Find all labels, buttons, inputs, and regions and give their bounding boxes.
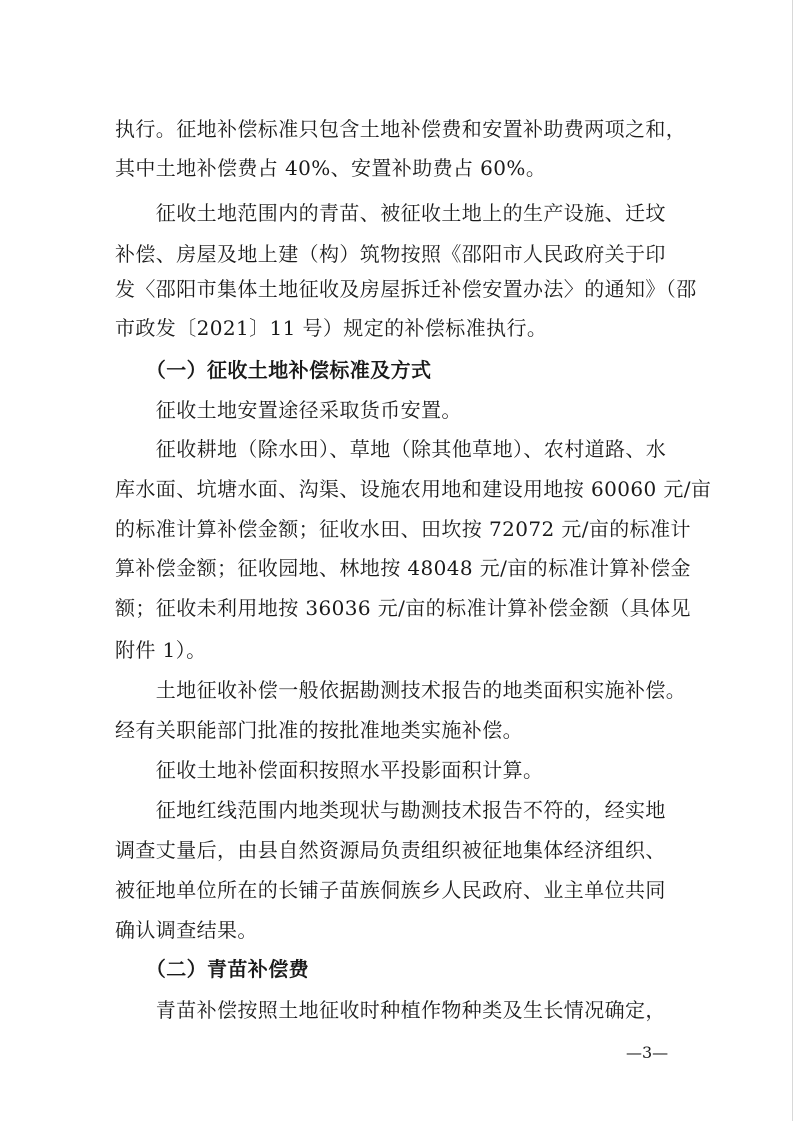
text-line: 征收土地范围内的青苗、被征收土地上的生产设施、迁坟 <box>115 201 666 225</box>
text-line: 经有关职能部门批准的按批准地类实施补偿。 <box>115 718 523 742</box>
text-line: 的标准计算补偿金额；征收水田、田坎按 72072 元/亩的标准计 <box>115 517 691 541</box>
text-line: 执行。征地补偿标准只包含土地补偿费和安置补助费两项之和， <box>115 117 687 141</box>
text-line: 征收土地安置途径采取货币安置。 <box>115 398 462 422</box>
text-line: 额；征收未利用地按 36036 元/亩的标准计算补偿金额（具体见 <box>115 596 691 620</box>
text-line: 调查丈量后，由县自然资源局负责组织被征地集体经济组织、 <box>115 838 666 862</box>
text-line: 青苗补偿按照土地征收时种植作物种类及生长情况确定， <box>115 998 666 1022</box>
text-line: 市政发〔2021〕11 号）规定的补偿标准执行。 <box>115 316 548 340</box>
text-line: 发〈邵阳市集体土地征收及房屋拆迁补偿安置办法〉的通知》（邵 <box>115 277 697 301</box>
text-line: 被征地单位所在的长铺子苗族侗族乡人民政府、业主单位共同 <box>115 878 666 902</box>
text-line: 征收土地补偿面积按照水平投影面积计算。 <box>115 758 544 782</box>
text-line: 附件 1）。 <box>115 638 207 662</box>
text-line: 其中土地补偿费占 40%、安置补助费占 60%。 <box>115 156 547 180</box>
text-line: 库水面、坑塘水面、沟渠、设施农用地和建设用地按 60060 元/亩 <box>115 477 712 501</box>
section-heading: （一）征收土地补偿标准及方式 <box>115 358 432 382</box>
text-line: 征地红线范围内地类现状与勘测技术报告不符的，经实地 <box>115 798 666 822</box>
text-line: 土地征收补偿一般依据勘测技术报告的地类面积实施补偿。 <box>115 678 687 702</box>
section-heading: （二）青苗补偿费 <box>115 957 309 981</box>
text-line: 算补偿金额；征收园地、林地按 48048 元/亩的标准计算补偿金 <box>115 556 691 580</box>
text-line: 补偿、房屋及地上建（构）筑物按照《邵阳市人民政府关于印 <box>115 242 666 266</box>
text-line: 征收耕地（除水田）、草地（除其他草地）、农村道路、水 <box>115 437 667 461</box>
text-line: 确认调查结果。 <box>115 918 258 942</box>
page-number: —3— <box>626 1043 669 1062</box>
